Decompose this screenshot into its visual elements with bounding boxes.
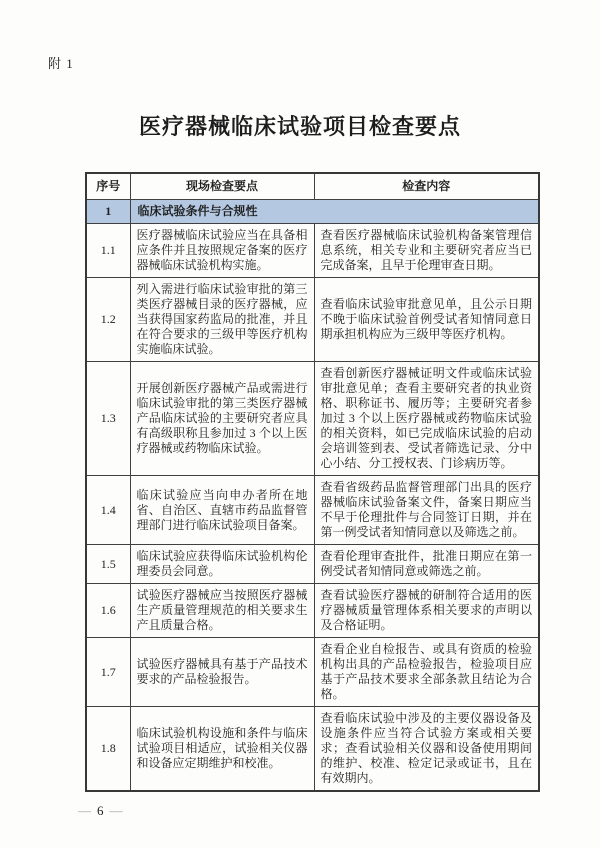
row-number: 1.3 bbox=[86, 362, 130, 476]
inspection-point: 临床试验机构设施和条件与临床试验项目相适应，试验相关仪器和设备应定期维护和校准。 bbox=[130, 707, 314, 792]
row-number: 1.7 bbox=[86, 638, 130, 707]
table-row bbox=[86, 476, 539, 545]
column-header-point: 现场检查要点 bbox=[130, 173, 314, 200]
column-header-content: 检查内容 bbox=[314, 173, 539, 200]
inspection-point: 临床试验应当向申办者所在地省、自治区、直辖市药品监督管理部门进行临床试验项目备案。 bbox=[130, 476, 314, 545]
inspection-point: 列入需进行临床试验审批的第三类医疗器械目录的医疗器械，应当获得国家药监局的批准，并且在符合要求的三级甲等医疗机构实施临床试验。 bbox=[130, 278, 314, 362]
table-row bbox=[86, 278, 539, 362]
footer-left-dash: — bbox=[78, 803, 92, 818]
table-row bbox=[86, 584, 539, 638]
table-row bbox=[86, 638, 539, 707]
table-row bbox=[86, 545, 539, 584]
inspection-content: 查看省级药品监督管理部门出具的医疗器械临床试验备案文件，备案日期应当不早于伦理批件与合同签订日期，并在第一例受试者知情同意以及筛选之前。 bbox=[314, 476, 539, 545]
table-row bbox=[86, 707, 539, 792]
section-number: 1 bbox=[86, 200, 130, 224]
inspection-point: 医疗器械临床试验应当在具备相应条件并且按照规定备案的医疗器械临床试验机构实施。 bbox=[130, 224, 314, 278]
row-number: 1.2 bbox=[86, 278, 130, 362]
inspection-table bbox=[85, 172, 540, 792]
section-row bbox=[86, 200, 539, 224]
inspection-content: 查看企业自检报告、或具有资质的检验机构出具的产品检验报告，检验项目应基于产品技术要求全部条款且结论为合格。 bbox=[314, 638, 539, 707]
inspection-content: 查看伦理审查批件，批准日期应在第一例受试者知情同意或筛选之前。 bbox=[314, 545, 539, 584]
row-number: 1.6 bbox=[86, 584, 130, 638]
inspection-content: 查看医疗器械临床试验机构备案管理信息系统，相关专业和主要研究者应当已完成备案，且早于伦理审查日期。 bbox=[314, 224, 539, 278]
row-number: 1.4 bbox=[86, 476, 130, 545]
inspection-point: 开展创新医疗器械产品或需进行临床试验审批的第三类医疗器械产品临床试验的主要研究者应具有高级职称且参加过 3 个以上医疗器械或药物临床试验。 bbox=[130, 362, 314, 476]
table-row bbox=[86, 362, 539, 476]
row-number: 1.5 bbox=[86, 545, 130, 584]
page-title: 医疗器械临床试验项目检查要点 bbox=[138, 114, 461, 139]
row-number: 1.1 bbox=[86, 224, 130, 278]
inspection-content: 查看临床试验中涉及的主要仪器设备及设施条件应当符合试验方案或相关要求；查看试验相关仪器和设备使用期间的维护、校准、检定记录或证书，且在有效期内。 bbox=[314, 707, 539, 792]
table-row bbox=[86, 224, 539, 278]
column-header-no: 序号 bbox=[86, 173, 130, 200]
table-header-row bbox=[86, 173, 539, 200]
row-number: 1.8 bbox=[86, 707, 130, 792]
inspection-content: 查看试验医疗器械的研制符合适用的医疗器械质量管理体系相关要求的声明以及合格证明。 bbox=[314, 584, 539, 638]
inspection-content: 查看创新医疗器械证明文件或临床试验审批意见单；查看主要研究者的执业资格、职称证书、履历等；主要研究者参加过 3 个以上医疗器械或药物临床试验的相关资料，如已完成临床试验的启动会培训签到表、受试者筛选记录、分中心小结、分工授权表、门诊病历等。 bbox=[314, 362, 539, 476]
attachment-label: 附 1 bbox=[48, 56, 74, 71]
page-number bbox=[73, 803, 129, 819]
section-title: 临床试验条件与合规性 bbox=[130, 200, 539, 224]
inspection-point: 临床试验应获得临床试验机构伦理委员会同意。 bbox=[130, 545, 314, 584]
inspection-content: 查看临床试验审批意见单，且公示日期不晚于临床试验首例受试者知情同意日期承担机构应为三级甲等医疗机构。 bbox=[314, 278, 539, 362]
footer-right-dash: — bbox=[109, 803, 124, 818]
footer-page-number: 6 bbox=[97, 803, 105, 818]
inspection-point: 试验医疗器械具有基于产品技术要求的产品检验报告。 bbox=[130, 638, 314, 707]
inspection-point: 试验医疗器械应当按照医疗器械生产质量管理规范的相关要求生产且质量合格。 bbox=[130, 584, 314, 638]
